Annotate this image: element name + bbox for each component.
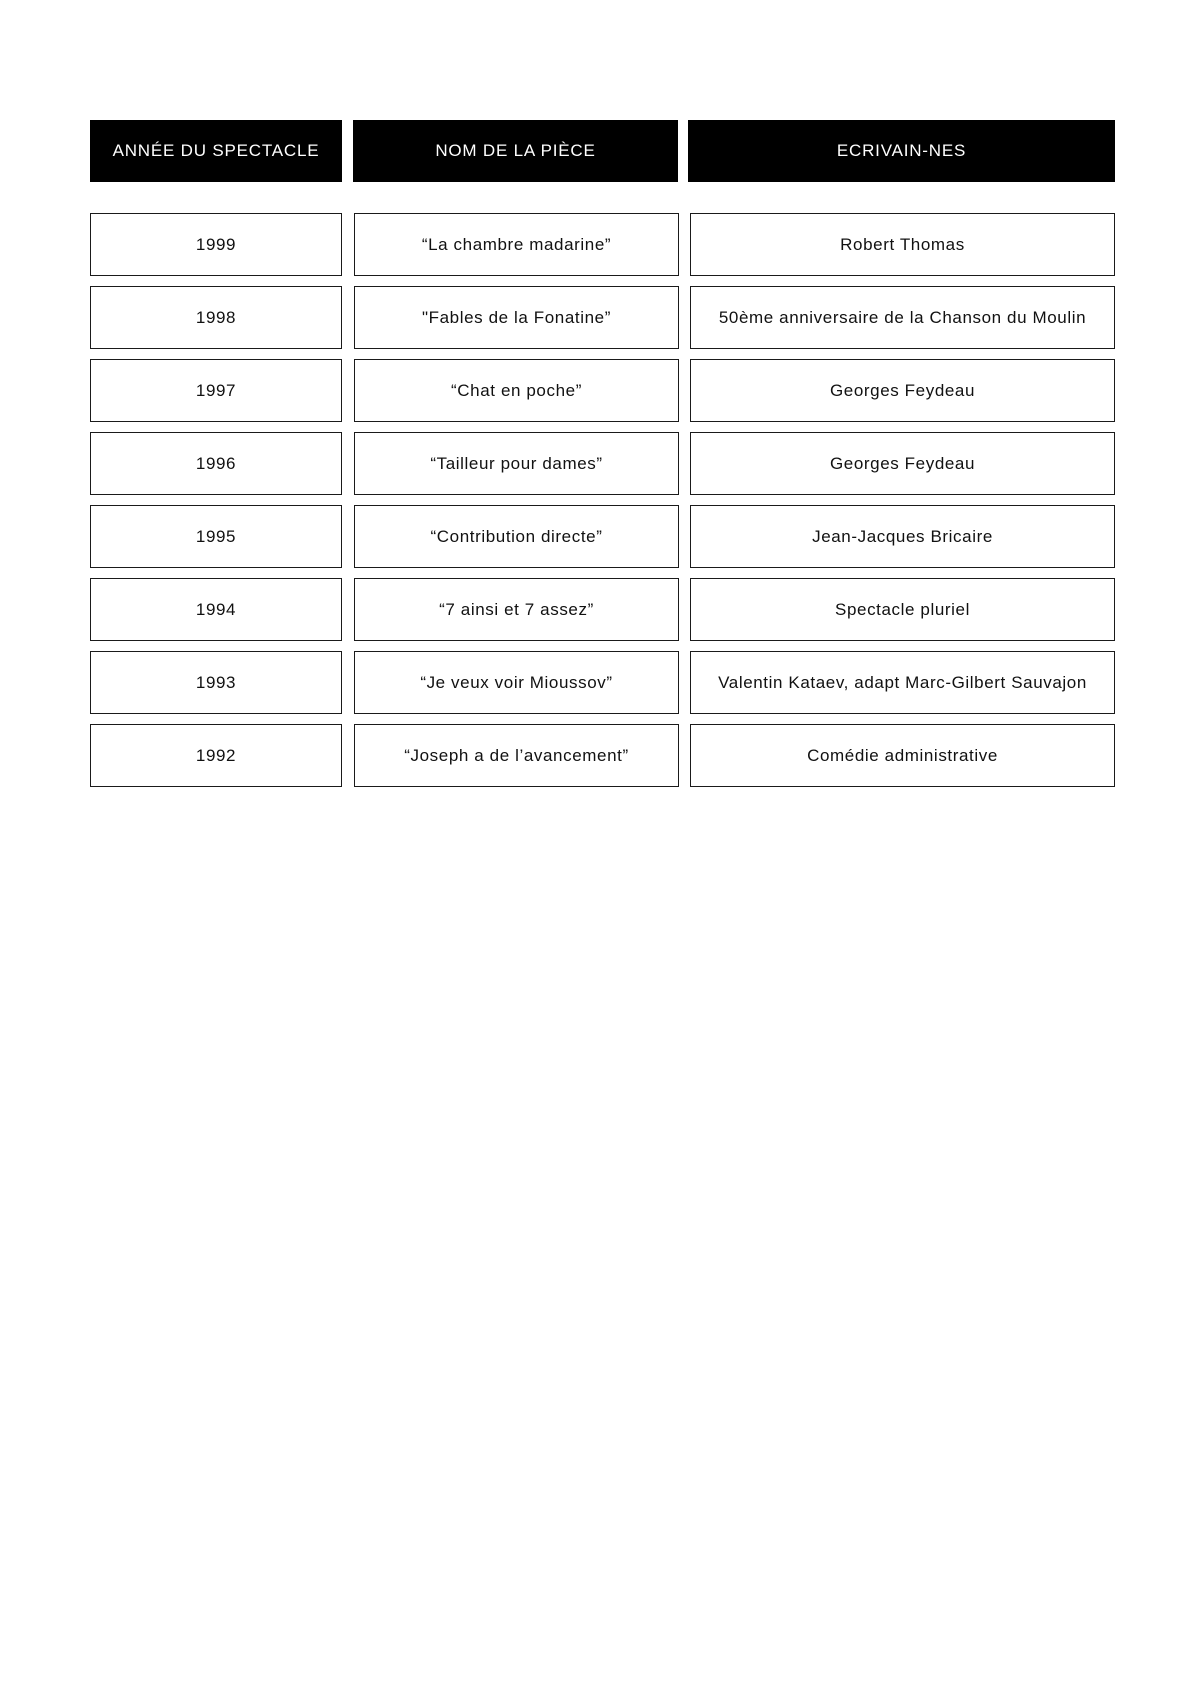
cell-play: "Fables de la Fonatine” — [354, 286, 679, 349]
cell-year: 1999 — [90, 213, 342, 276]
cell-play: “La chambre madarine” — [354, 213, 679, 276]
cell-writer: Comédie administrative — [690, 724, 1115, 787]
cell-play: “Chat en poche” — [354, 359, 679, 422]
header-year: ANNÉE DU SPECTACLE — [90, 120, 342, 182]
table-row — [90, 359, 1115, 422]
cell-play: “Tailleur pour dames” — [354, 432, 679, 495]
cell-year: 1998 — [90, 286, 342, 349]
cell-year: 1997 — [90, 359, 342, 422]
table-row — [90, 724, 1115, 787]
cell-year: 1996 — [90, 432, 342, 495]
cell-year: 1992 — [90, 724, 342, 787]
table-row — [90, 505, 1115, 568]
table-row — [90, 286, 1115, 349]
table-row — [90, 213, 1115, 276]
table-body — [90, 213, 1115, 797]
cell-writer: Robert Thomas — [690, 213, 1115, 276]
cell-writer: Valentin Kataev, adapt Marc-Gilbert Sauvajon — [690, 651, 1115, 714]
cell-writer: Jean-Jacques Bricaire — [690, 505, 1115, 568]
cell-play: “7 ainsi et 7 assez” — [354, 578, 679, 641]
cell-play: “Contribution directe” — [354, 505, 679, 568]
header-writer: ECRIVAIN-NES — [688, 120, 1115, 182]
cell-year: 1994 — [90, 578, 342, 641]
cell-writer: 50ème anniversaire de la Chanson du Moulin — [690, 286, 1115, 349]
table-row — [90, 432, 1115, 495]
cell-writer: Spectacle pluriel — [690, 578, 1115, 641]
table-header — [90, 120, 1115, 182]
header-play: NOM DE LA PIÈCE — [353, 120, 678, 182]
cell-writer: Georges Feydeau — [690, 359, 1115, 422]
table-row — [90, 578, 1115, 641]
cell-writer: Georges Feydeau — [690, 432, 1115, 495]
cell-year: 1995 — [90, 505, 342, 568]
cell-play: “Je veux voir Mioussov” — [354, 651, 679, 714]
table-row — [90, 651, 1115, 714]
cell-play: “Joseph a de l’avancement” — [354, 724, 679, 787]
cell-year: 1993 — [90, 651, 342, 714]
